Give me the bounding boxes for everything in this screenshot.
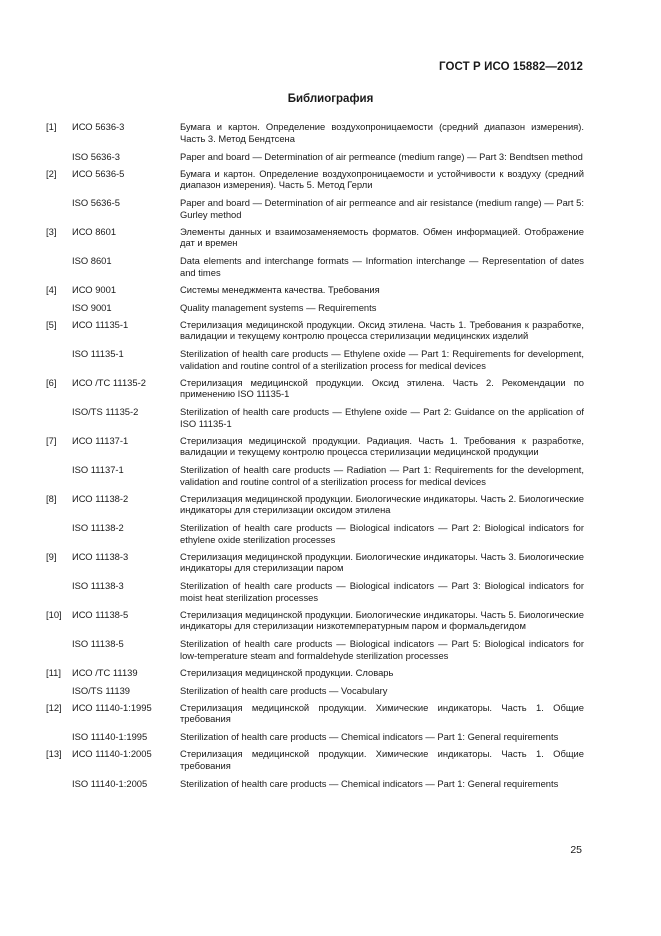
bibliography-entry	[46, 168, 584, 191]
standard-number: ИСО 8601	[72, 225, 117, 237]
bibliography-entry	[46, 319, 584, 342]
entry-number: [9]	[46, 550, 57, 562]
bibliography-entry	[46, 609, 584, 632]
bibliography-entry	[46, 493, 584, 516]
standard-title: Paper and board — Determination of air permeance (medium range) — Part 3: Bendtsen method	[180, 150, 583, 162]
standard-number: ИСО 11140-1:2005	[72, 748, 152, 759]
standard-title: Data elements and interchange formats — Information interchange — Representation of dates and times	[180, 255, 584, 278]
standard-title: Sterilization of health care products — Radiation — Part 1: Requirements for the development, validation and routine control of a sterilization process for medical devices	[180, 464, 584, 487]
standard-number: ИСО 11135-1	[72, 318, 129, 330]
standard-number: ISO 9001	[72, 301, 112, 313]
standard-number: ИСО 5636-3	[72, 121, 125, 132]
bibliography-entry	[46, 702, 584, 725]
standard-title: Стерилизация медицинской продукции. Химические индикаторы. Часть 1. Общие требования	[180, 701, 584, 724]
bibliography-entry	[46, 348, 584, 371]
entry-number: [1]	[46, 121, 57, 132]
bibliography-entry	[46, 685, 584, 697]
bibliography-entry	[46, 197, 584, 220]
bibliography-entry	[46, 667, 584, 679]
entry-number: [6]	[46, 376, 57, 388]
standard-number: ISO 11138-2	[72, 522, 124, 533]
standard-title: Paper and board — Determination of air permeance and air resistance (medium range) — Part 5: Gurley method	[180, 197, 584, 220]
standard-title: Sterilization of health care products — Chemical indicators — Part 1: General requirements	[180, 731, 559, 742]
standard-title: Sterilization of health care products — Vocabulary	[180, 684, 388, 696]
standard-title: Стерилизация медицинской продукции. Оксид этилена. Часть 1. Требования к разработке, валидации и текущему контролю процесса стерилизации медицинских изделий	[180, 318, 584, 341]
bibliography-list	[46, 121, 584, 789]
entry-number: [10]	[46, 608, 62, 620]
standard-title: Стерилизация медицинской продукции. Словарь	[180, 666, 394, 678]
bibliography-entry	[46, 121, 584, 144]
standard-title: Стерилизация медицинской продукции. Радиация. Часть 1. Требования к разработке, валидации и текущему контролю процесса стерилизации медицинской продукции	[180, 434, 584, 457]
standard-title: Sterilization of health care products — Ethylene oxide — Part 1: Requirements for development, validation and routine control of a sterilization process for medical devices	[180, 348, 584, 371]
standard-number: ISO 11140-1:1995	[72, 731, 148, 742]
bibliography-entry	[46, 522, 584, 545]
entry-number: [2]	[46, 167, 57, 179]
standard-number: ISO/TS 11135-2	[72, 406, 139, 417]
standard-number: ISO 11135-1	[72, 348, 124, 359]
standard-title: Sterilization of health care products — Chemical indicators — Part 1: General requirements	[180, 777, 559, 789]
standard-number: ISO 5636-5	[72, 197, 120, 208]
bibliography-entry	[46, 580, 584, 603]
standard-title: Стерилизация медицинской продукции. Химические индикаторы. Часть 1. Общие требования	[180, 748, 584, 771]
standard-title: Стерилизация медицинской продукции. Биологические индикаторы. Часть 5. Биологические индикаторы для стерилизации низкотемпературным паром и формальдегидом	[180, 608, 584, 631]
standard-designation: ГОСТ Р ИСО 15882—2012	[438, 61, 583, 73]
standard-number: ИСО 9001	[72, 283, 117, 295]
bibliography-entry	[46, 748, 584, 771]
standard-number: ISO 11140-1:2005	[72, 777, 148, 789]
standard-title: Стерилизация медицинской продукции. Биологические индикаторы. Часть 3. Биологические индикаторы для стерилизации паром	[180, 550, 584, 573]
standard-title: Quality management systems — Requirements	[180, 301, 377, 313]
entry-number: [8]	[46, 492, 57, 504]
bibliography-entry	[46, 255, 584, 278]
bibliography-entry	[46, 406, 584, 429]
standard-number: ISO/TS 11139	[72, 684, 131, 696]
standard-number: ИСО 11138-3	[72, 550, 129, 562]
bibliography-entry	[46, 551, 584, 574]
standard-number: ISO 11137-1	[72, 464, 124, 475]
entry-number: [11]	[46, 666, 61, 678]
standard-number: ИСО 11137-1	[72, 434, 129, 446]
bibliography-entry	[46, 377, 584, 400]
standard-number: ИСО /ТС 11135-2	[72, 376, 146, 388]
standard-title: Стерилизация медицинской продукции. Биологические индикаторы. Часть 2. Биологические индикаторы для стерилизации оксидом этилена	[180, 492, 584, 515]
entry-number: [7]	[46, 434, 57, 446]
bibliography-entry	[46, 226, 584, 249]
standard-title: Бумага и картон. Определение воздухопроницаемости (средний диапазон измерения). Часть 3. Метод Бендтсена	[180, 121, 584, 144]
standard-title: Sterilization of health care products — Ethylene oxide — Part 2: Guidance on the application of ISO 11135-1	[180, 406, 584, 429]
standard-title: Системы менеджмента качества. Требования	[180, 283, 380, 295]
entry-number: [13]	[46, 748, 62, 759]
standard-number: ISO 11138-5	[72, 638, 124, 649]
standard-number: ИСО 11138-5	[72, 608, 129, 620]
bibliography-entry	[46, 638, 584, 661]
page-number: 25	[570, 844, 582, 856]
bibliography-entry	[46, 284, 584, 296]
bibliography-entry	[46, 435, 584, 458]
standard-number: ИСО 5636-5	[72, 167, 125, 179]
bibliography-entry	[46, 151, 584, 163]
entry-number: [5]	[46, 318, 57, 330]
standard-title: Бумага и картон. Определение воздухопроницаемости и устойчивости к воздуху (средний диапазон измерения). Часть 5. Метод Герли	[180, 167, 584, 190]
standard-number: ИСО 11138-2	[72, 492, 129, 504]
standard-number: ISO 11138-3	[72, 580, 124, 591]
section-title: Библиография	[287, 93, 374, 105]
entry-number: [3]	[46, 225, 57, 237]
bibliography-entry	[46, 778, 584, 790]
standard-title: Sterilization of health care products — Biological indicators — Part 2: Biological indicators for ethylene oxide sterilization processes	[180, 522, 584, 545]
standard-title: Sterilization of health care products — Biological indicators — Part 5: Biological indicators for low-temperature steam and formaldehyde sterilization processes	[180, 638, 584, 661]
bibliography-entry	[46, 464, 584, 487]
standard-number: ИСО /ТС 11139	[72, 666, 138, 678]
standard-title: Sterilization of health care products — Biological indicators — Part 3: Biological indicators for moist heat sterilization processes	[180, 580, 584, 603]
standard-number: ISO 8601	[72, 255, 112, 266]
standard-title: Стерилизация медицинской продукции. Оксид этилена. Часть 2. Рекомендации по применению ISO 11135-1	[180, 376, 584, 399]
standard-number: ISO 5636-3	[72, 150, 120, 162]
standard-title: Элементы данных и взаимозаменяемость форматов. Обмен информацией. Отображение дат и времен	[180, 225, 584, 248]
bibliography-entry	[46, 302, 584, 314]
entry-number: [12]	[46, 701, 62, 713]
standard-number: ИСО 11140-1:1995	[72, 701, 152, 713]
bibliography-entry	[46, 731, 584, 743]
entry-number: [4]	[46, 283, 57, 295]
